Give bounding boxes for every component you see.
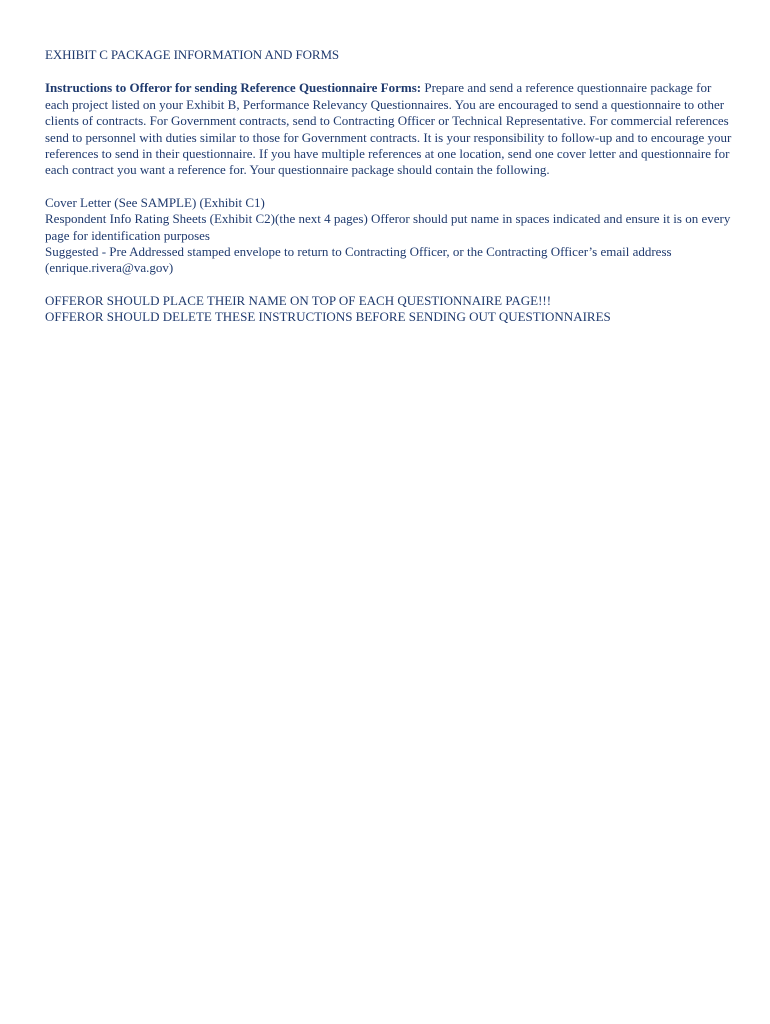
notice-delete-instructions: OFFEROR SHOULD DELETE THESE INSTRUCTIONS BEFORE SENDING OUT QUESTIONNAIRES [45, 309, 611, 325]
notice-place-name: OFFEROR SHOULD PLACE THEIR NAME ON TOP OF EACH QUESTIONNAIRE PAGE!!! [45, 292, 552, 308]
document-page [45, 47, 735, 342]
package-item-rating-sheets: Respondent Info Rating Sheets (Exhibit C2)(the next 4 pages) Offeror should put name in spaces indicated and ensure it is on every page for identification purposes [45, 211, 731, 243]
package-item-cover-letter: Cover Letter (See SAMPLE) (Exhibit C1) [45, 194, 265, 210]
package-items-list [45, 195, 735, 277]
instructions-paragraph [45, 80, 735, 178]
instructions-body: Prepare and send a reference questionnaire package for each project listed on your Exhibit B, Performance Relevancy Questionnaires. You are encouraged to send a questionnaire to other clients of contracts. For Government contracts, send to Contracting Officer or Technical Representative. For commercial references send to personnel with duties similar to those for Government contracts. It is your responsibility to follow-up and to encourage your references to send in their questionnaire. If you have multiple references at one location, send one cover letter and questionnaire for each contract you want a reference for. Your questionnaire package should contain the following. [45, 80, 732, 178]
notices-block [45, 293, 735, 326]
document-heading: EXHIBIT C PACKAGE INFORMATION AND FORMS [45, 47, 340, 62]
instructions-lead: Instructions to Offeror for sending Reference Questionnaire Forms: [45, 80, 422, 96]
package-item-envelope: Suggested - Pre Addressed stamped envelope to return to Contracting Officer, or the Contracting Officer’s email address (enrique.rivera@va.gov) [45, 244, 672, 276]
